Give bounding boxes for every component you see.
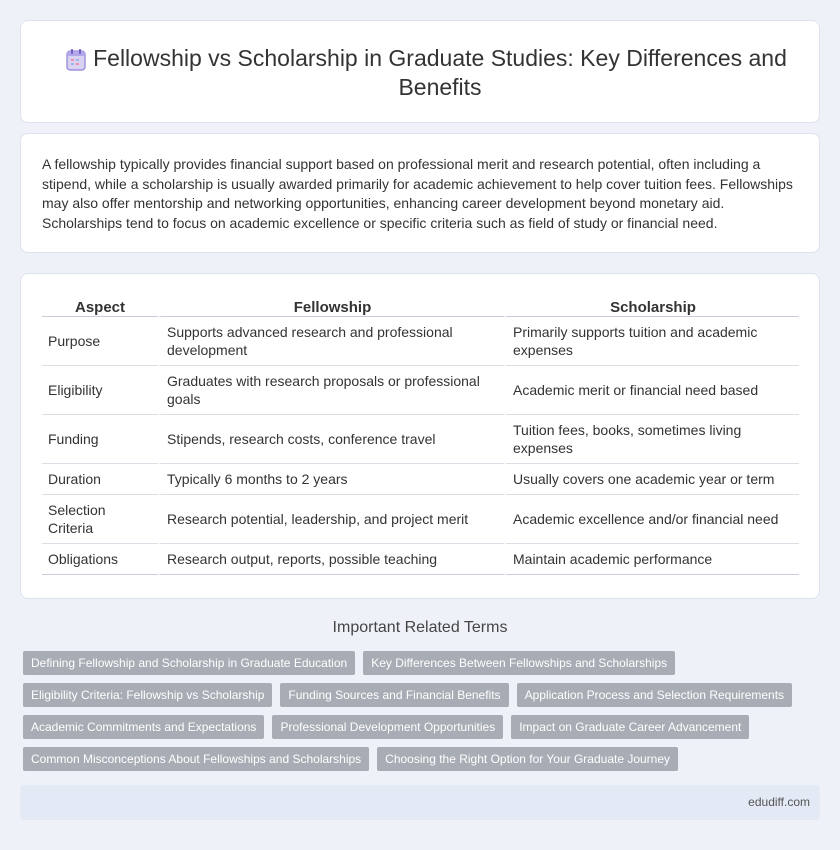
table-row [42, 495, 799, 544]
related-term-tag[interactable]: Professional Development Opportunities [272, 715, 503, 739]
cell-fellowship: Supports advanced research and professional development [158, 317, 504, 366]
header-scholarship: Scholarship [504, 295, 799, 317]
cell-scholarship: Tuition fees, books, sometimes living expenses [504, 415, 799, 464]
header-fellowship: Fellowship [158, 295, 504, 317]
related-term-tag[interactable]: Defining Fellowship and Scholarship in Graduate Education [23, 651, 355, 675]
header-aspect: Aspect [42, 295, 158, 317]
table-row [42, 464, 799, 495]
comparison-card [20, 273, 820, 599]
cell-fellowship: Typically 6 months to 2 years [158, 464, 504, 495]
cell-aspect: Eligibility [42, 366, 158, 415]
cell-scholarship: Usually covers one academic year or term [504, 464, 799, 495]
footer [20, 785, 820, 820]
related-term-tag[interactable]: Choosing the Right Option for Your Graduate Journey [377, 747, 678, 771]
cell-aspect: Obligations [42, 544, 158, 575]
footer-site-link[interactable]: edudiff.com [748, 795, 810, 809]
cell-aspect: Duration [42, 464, 158, 495]
cell-scholarship: Primarily supports tuition and academic expenses [504, 317, 799, 366]
intro-text: A fellowship typically provides financial support based on professional merit and research potential, often including a stipend, while a scholarship is usually awarded primarily for academic achievement to help cover tuition fees. Fellowships may also offer mentorship and networking opportunities, enhancing career development beyond monetary aid. Scholarships tend to focus on academic excellence or specific criteria such as field of study or financial need. [42, 156, 793, 231]
related-term-tag[interactable]: Common Misconceptions About Fellowships and Scholarships [23, 747, 369, 771]
related-term-tag[interactable]: Key Differences Between Fellowships and Scholarships [363, 651, 675, 675]
related-term-tag[interactable]: Impact on Graduate Career Advancement [511, 715, 749, 739]
cell-aspect: Purpose [42, 317, 158, 366]
comparison-table [42, 295, 799, 575]
cell-scholarship: Academic excellence and/or financial need [504, 495, 799, 544]
title-card [20, 20, 820, 123]
related-terms-title: Important Related Terms [332, 619, 508, 636]
table-row [42, 366, 799, 415]
cell-aspect: Selection Criteria [42, 495, 158, 544]
table-row [42, 317, 799, 366]
page-title: Fellowship vs Scholarship in Graduate Studies: Key Differences and Benefits [93, 45, 787, 100]
cell-aspect: Funding [42, 415, 158, 464]
cell-fellowship: Research potential, leadership, and project merit [158, 495, 504, 544]
intro-card [20, 133, 820, 253]
related-term-tag[interactable]: Academic Commitments and Expectations [23, 715, 264, 739]
cell-scholarship: Maintain academic performance [504, 544, 799, 575]
related-term-tag[interactable]: Application Process and Selection Requirements [517, 683, 792, 707]
related-terms-list [23, 651, 823, 779]
related-term-tag[interactable]: Eligibility Criteria: Fellowship vs Scholarship [23, 683, 272, 707]
cell-scholarship: Academic merit or financial need based [504, 366, 799, 415]
cell-fellowship: Graduates with research proposals or professional goals [158, 366, 504, 415]
cell-fellowship: Stipends, research costs, conference travel [158, 415, 504, 464]
related-term-tag[interactable]: Funding Sources and Financial Benefits [280, 683, 508, 707]
table-row [42, 415, 799, 464]
table-row [42, 544, 799, 575]
cell-fellowship: Research output, reports, possible teaching [158, 544, 504, 575]
